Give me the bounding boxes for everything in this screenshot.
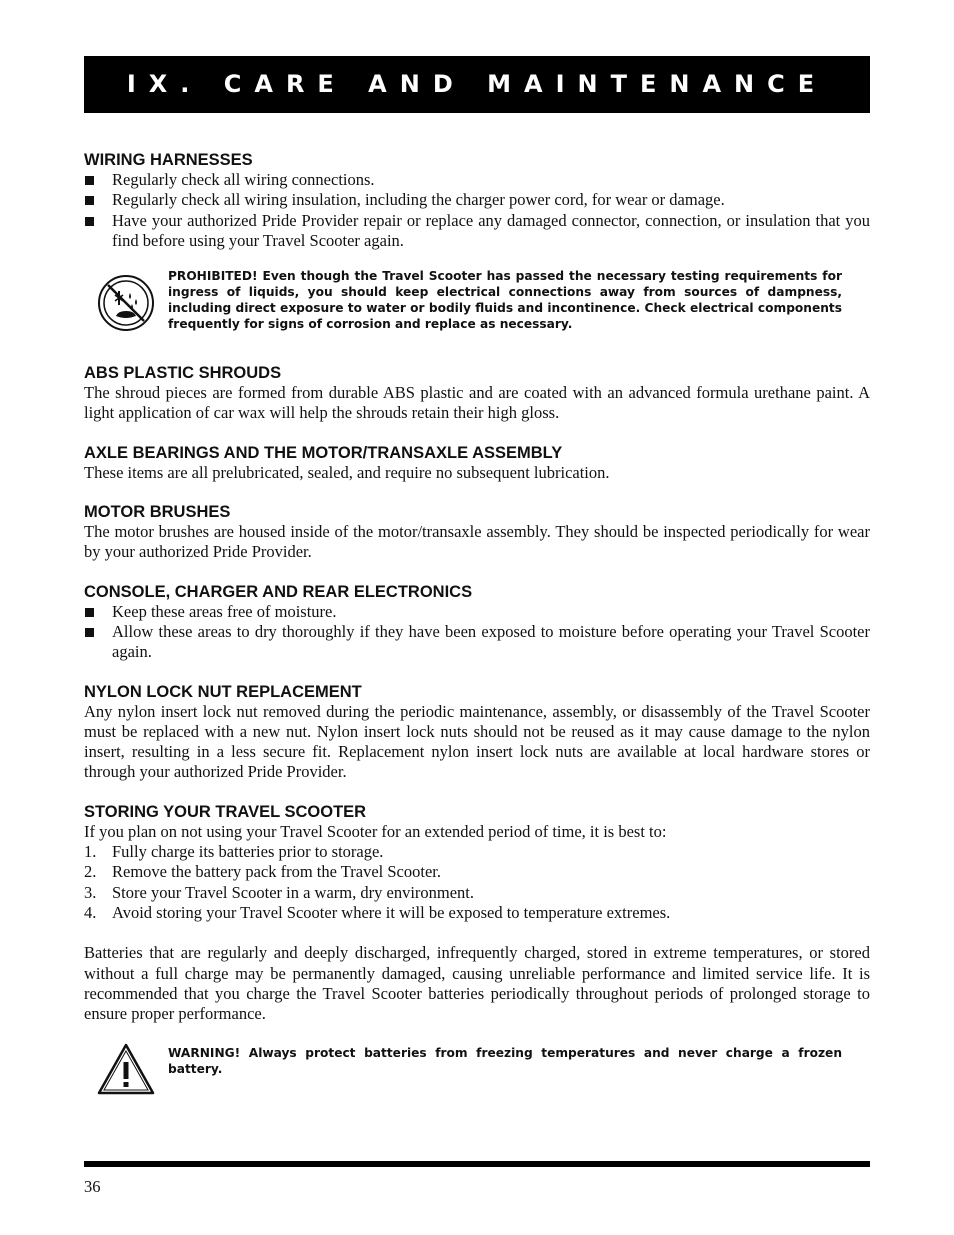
section-heading: NYLON LOCK NUT REPLACEMENT — [84, 682, 362, 701]
list-item — [84, 883, 870, 903]
step-number: 3. — [84, 882, 97, 902]
section-heading: AXLE BEARINGS AND THE MOTOR/TRANSAXLE ASSEMBLY — [84, 443, 563, 462]
list-item-text: Remove the battery pack from the Travel Scooter. — [112, 862, 442, 882]
section-heading: CONSOLE, CHARGER AND REAR ELECTRONICS — [84, 582, 473, 601]
list-item-text: Have your authorized Pride Provider repair or replace any damaged connector, connection, or insulation that you find before using your Travel Scooter again. — [112, 210, 870, 250]
bullet-list — [84, 170, 870, 251]
chapter-banner: IX. CARE AND MAINTENANCE — [84, 56, 870, 113]
bullet-square-icon — [85, 196, 94, 205]
prohibited-notice — [84, 269, 870, 353]
page-content — [84, 150, 870, 1102]
list-item — [84, 602, 870, 622]
no-water-icon — [96, 273, 156, 333]
section-body: Batteries that are regularly and deeply discharged, infrequently charged, stored in extreme temperatures, or stored without a full charge may be permanently damaged, causing unreliable performance and limited service life. It is recommended that you charge the Travel Scooter batteries periodically throughout periods of prolonged storage to ensure proper performance. — [84, 943, 870, 1024]
section-body: The motor brushes are housed inside of the motor/transaxle assembly. They should be inspected periodically for wear by your authorized Pride Provider. — [84, 522, 870, 562]
section-abs-plastic-shrouds — [84, 363, 870, 424]
section-body: The shroud pieces are formed from durable ABS plastic and are coated with an advanced formula urethane paint. A light application of car wax will help the shrouds retain their high gloss. — [84, 383, 870, 423]
list-item-text: Fully charge its batteries prior to storage. — [112, 842, 384, 862]
section-motor-brushes — [84, 502, 870, 563]
warning-text: WARNING! Always protect batteries from freezing temperatures and never charge a frozen battery. — [168, 1046, 842, 1077]
step-number: 2. — [84, 862, 97, 882]
section-storing — [84, 802, 870, 1025]
bullet-square-icon — [85, 608, 94, 617]
section-wiring-harnesses — [84, 150, 870, 251]
section-heading: STORING YOUR TRAVEL SCOOTER — [84, 802, 367, 821]
list-item — [84, 862, 870, 882]
section-heading: MOTOR BRUSHES — [84, 503, 231, 522]
list-item — [84, 170, 870, 190]
section-nylon-lock-nut — [84, 682, 870, 783]
step-number: 1. — [84, 842, 97, 862]
manual-page — [84, 0, 870, 1235]
warning-notice — [84, 1042, 870, 1102]
list-item — [84, 211, 870, 252]
list-item-text: Avoid storing your Travel Scooter where it will be exposed to temperature extremes. — [112, 902, 671, 922]
list-item — [84, 842, 870, 862]
list-item-text: Keep these areas free of moisture. — [112, 601, 337, 621]
numbered-list — [84, 842, 870, 923]
bullet-list — [84, 602, 870, 663]
list-item — [84, 903, 870, 923]
section-axle-bearings — [84, 443, 870, 483]
warning-triangle-icon — [96, 1042, 156, 1096]
list-item-text: Regularly check all wiring connections. — [112, 170, 375, 189]
bullet-square-icon — [85, 628, 94, 637]
step-number: 4. — [84, 902, 97, 922]
section-body: Any nylon insert lock nut removed during the periodic maintenance, assembly, or disassembly of the Travel Scooter must be replaced with a new nut. Nylon insert lock nuts should not be reused as it may cause damage to the nylon insert, resulting in a less secure fit. Replacement nylon insert lock nuts are available at local hardware stores or through your authorized Pride Provider. — [84, 701, 870, 782]
section-console-charger — [84, 582, 870, 663]
list-item-text: Store your Travel Scooter in a warm, dry environment. — [112, 882, 475, 902]
section-heading: WIRING HARNESSES — [84, 151, 253, 169]
list-item-text: Allow these areas to dry thoroughly if they have been exposed to moisture before operating your Travel Scooter again. — [112, 621, 870, 662]
section-body: These items are all prelubricated, sealed, and require no subsequent lubrication. — [84, 462, 610, 482]
bullet-square-icon — [85, 176, 94, 185]
footer-rule — [84, 1161, 870, 1167]
section-intro: If you plan on not using your Travel Scooter for an extended period of time, it is best to: — [84, 821, 667, 841]
bullet-square-icon — [85, 217, 94, 226]
list-item-text: Regularly check all wiring insulation, including the charger power cord, for wear or damage. — [112, 190, 725, 210]
section-heading: ABS PLASTIC SHROUDS — [84, 364, 282, 383]
list-item — [84, 190, 870, 210]
prohibited-text: PROHIBITED! Even though the Travel Scooter has passed the necessary testing requirements for ingress of liquids, you should keep electrical connections away from sources of dampness, including direct exposure to water or bodily fluids and incontinence. Check electrical components frequently for signs of corrosion and replace as necessary. — [168, 269, 842, 331]
list-item — [84, 622, 870, 663]
page-number: 36 — [84, 1177, 101, 1196]
